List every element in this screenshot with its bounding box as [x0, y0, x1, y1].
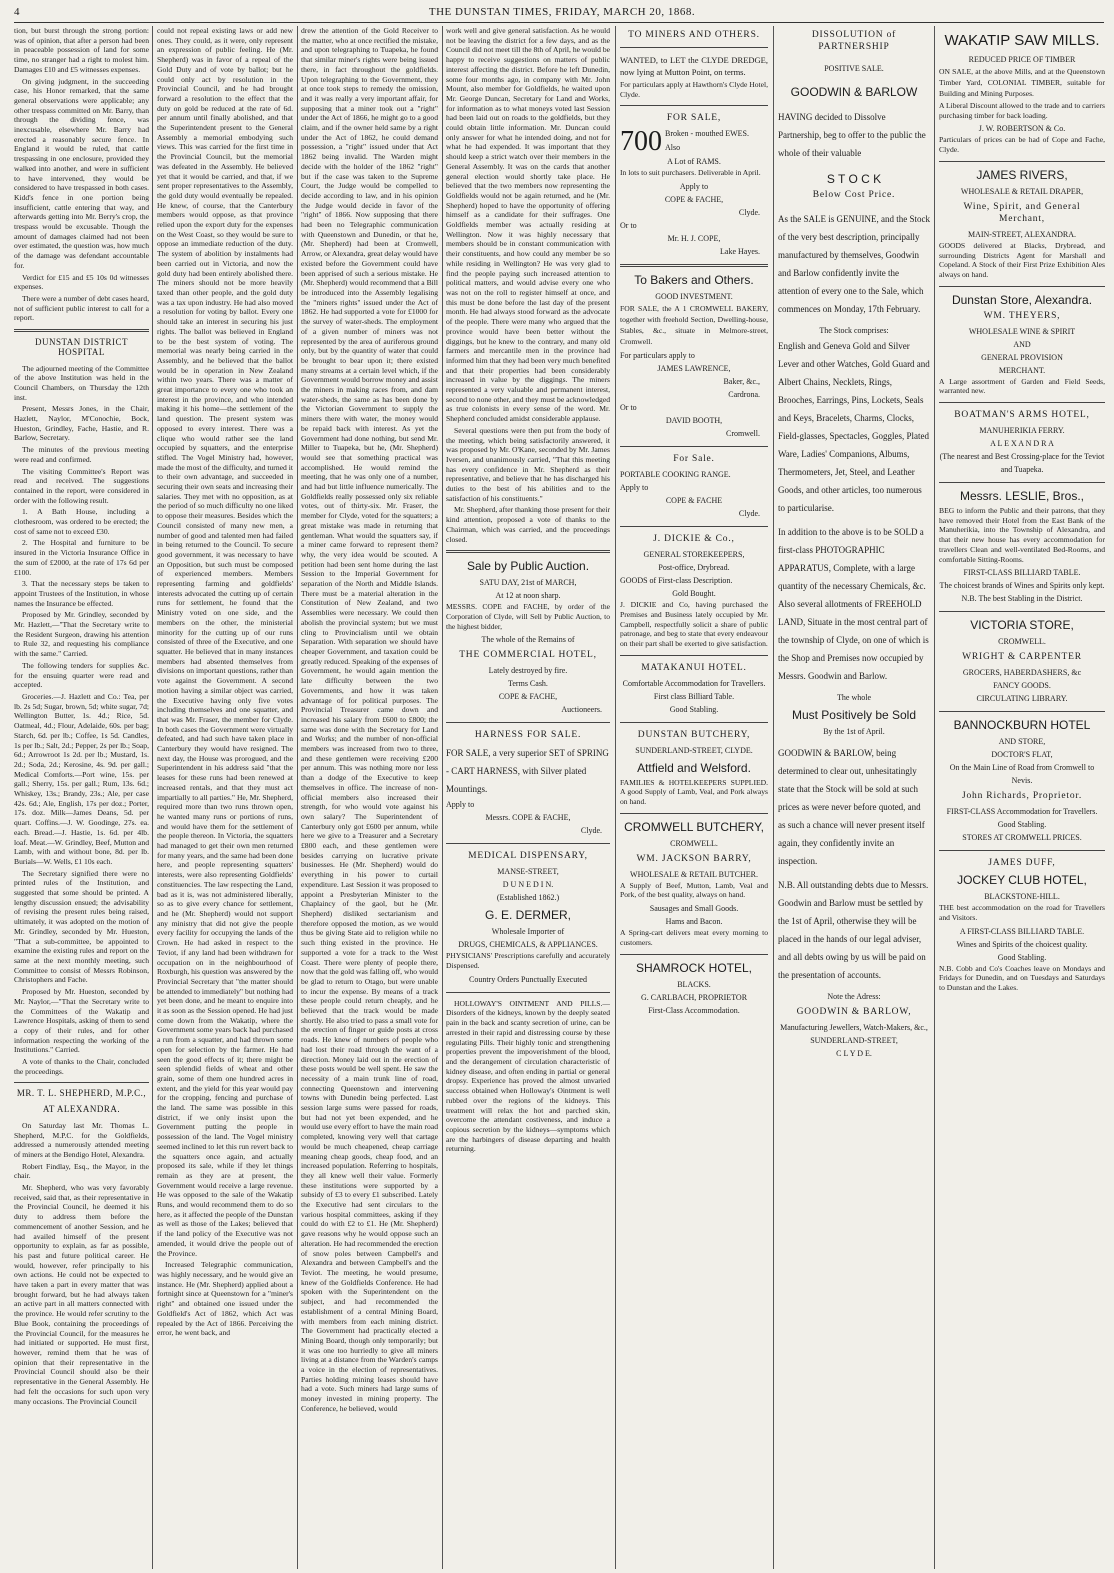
advert-title: Sale by Public Auction. — [466, 559, 590, 574]
article-paragraph: 2. The Hospital and furniture to be insured in the Victoria Insurance Office in the sum of £2000, at the rate of 17s 6d per £100. — [14, 538, 149, 577]
article-paragraph: Proposed by Mr. Hueston, seconded by Mr. Naylor,—"That the Secretary write to the Committees of the Wakatip and Lawrence Hospitals, asking of them to send a copy of their rules, and for other information respecting the working of the Institutions." Carried. — [14, 987, 149, 1055]
advert-body: A Spring-cart delivers meat every morning to customers. — [620, 928, 768, 947]
article-paragraph: Robert Findlay, Esq., the Mayor, in the chair. — [14, 1161, 149, 1181]
advert-line: CIRCULATING LIBRARY. — [976, 694, 1068, 704]
advert-body: A Liberal Discount allowed to the trade and to carriers purchasing timber for back loading. — [939, 101, 1105, 120]
advert-line: (Established 1862.) — [496, 893, 560, 903]
column-rule — [297, 26, 298, 1569]
advert-title: MATAKANUI HOTEL. — [641, 662, 747, 673]
divider — [939, 161, 1105, 162]
divider — [939, 286, 1105, 287]
range-advert — [620, 453, 768, 520]
divider — [446, 722, 610, 723]
article-paragraph: Mr. Shepherd, who was very favorably received, said that, as their representative in the Provincial Council, he deemed it his duty to address them before the commencement of another Session, and he had availed himself of the present opportunity to explain, as far as possible, his past and future political career. He would, however, refer principally to his own actions. He could not be expected to have taken a part in every matter that was brought forward, but he had always taken an active part in all matters connected with the province. He would refer scrutiny to the Blue Book, containing the proceedings of the Provincial Council, for the measures he had initiated or supported. He must first, however, remind them that he was of opinion that their representative in the Provincial Council should also be their representative in the General Assembly. He had felt the occasions for such upon very many occasions. The Provincial Council — [14, 1183, 149, 1406]
advert-place: Cromwell. — [726, 429, 760, 439]
advert-line: REDUCED PRICE OF TIMBER — [968, 55, 1076, 64]
dunstan-store-advert — [939, 293, 1105, 396]
shamrock-advert — [620, 961, 768, 1017]
harness-advert — [446, 729, 610, 837]
column-6 — [778, 26, 930, 1569]
advert-line: A FIRST-CLASS BILLIARD TABLE. — [959, 926, 1085, 936]
advert-name: JAMES DUFF, — [988, 858, 1056, 869]
advert-place: Clyde. — [738, 509, 760, 519]
advert-body: GOODWIN & BARLOW, being determined to clear out, unhesitatingly state that the Stock will be sold at such prices as were never before quoted, and as such a chance will never present itself again, they confidently invite an inspection. — [778, 748, 925, 866]
advert-title: Messrs. LESLIE, Bros., — [959, 489, 1085, 504]
advert-body: For particulars apply at Hawthorn's Clyde Hotel, Clyde. — [620, 80, 768, 99]
divider — [620, 446, 768, 447]
advert-line: The Stock comprises: — [819, 326, 889, 335]
advert-line: DOCTOR'S FLAT, — [991, 750, 1053, 760]
rivers-advert — [939, 168, 1105, 280]
advert-hotel: THE COMMERCIAL HOTEL, — [459, 650, 597, 661]
divider — [939, 711, 1105, 712]
advert-title: SHAMROCK HOTEL, — [635, 960, 752, 975]
advert-line: By the 1st of April. — [823, 727, 885, 736]
advert-line: Good Stabling. — [997, 952, 1047, 962]
advert-line: MANSE-STREET, — [497, 867, 559, 877]
divider — [446, 992, 610, 993]
article-paragraph: The adjourned meeting of the Committee of the above Institution was held in the Council Chambers, on Thursday the 12th inst. — [14, 363, 149, 402]
article-heading: DUNSTAN DISTRICT HOSPITAL — [34, 337, 129, 357]
advert-name: WM. THEYERS, — [983, 310, 1061, 321]
advert-line: Good Stabling. — [997, 820, 1047, 830]
article-paragraph: Verdict for £15 and £5 10s 0d witnesses expenses. — [14, 272, 149, 292]
masthead — [14, 2, 1104, 23]
column-rule — [934, 26, 935, 1569]
advert-line: FIRST-CLASS Accommodation for Travellers. — [946, 807, 1098, 817]
advert-body: Also several allotments of FREEHOLD LAND, Situate in the most central part of the township of Clyde, on one of which is the Shop and Premises now occupied by Messrs. Goodwin and Barlow. — [778, 599, 929, 681]
article-paragraph: On Saturday last Mr. Thomas L. Shepherd, M.P.C. for the Goldfields, addressed a numerously attended meeting of miners at the Bendigo Hotel, Alexandra. — [14, 1120, 149, 1159]
advert-body: English and Geneva Gold and Silver Lever and other Watches, Gold Guard and Albert Chains, Necklets, Rings, Brooches, Earrings, Pins, Lockets, Seals and Keys, Bracelets, Charms, Clocks, Field-glasses, Spectacles, Goggles, Plated Ware, Ladies' Companions, Albums, Thermometers, Jet, Steel, and Leather Goods, and other articles, too numerous to particularise. — [778, 341, 930, 513]
advert-title: HARNESS FOR SALE. — [474, 730, 582, 741]
advert-line: Hams and Bacon. — [665, 917, 723, 927]
advert-line: Wines and Spirits of the choicest quality. — [956, 939, 1088, 949]
advert-line: Manufacturing Jewellers, Watch-Makers, &c., — [780, 1023, 928, 1032]
advert-title: TO MINERS AND OTHERS. — [628, 30, 760, 40]
divider — [620, 47, 768, 48]
divider — [939, 611, 1105, 612]
article-paragraph: There were a number of debt cases heard, not of sufficient public interest to call for a report. — [14, 293, 149, 323]
divider — [620, 105, 768, 106]
victoria-store-advert — [939, 618, 1105, 705]
advert-body: FAMILIES & HOTELKEEPERS SUPPLIED. A good Supply of Lamb, Veal, and Pork always on hand. — [620, 777, 768, 807]
advert-body: N.B. Cobb and Co's Coaches leave on Mondays and Fridays for Dunedin, and on Tuesdays and Saturdays to Dunstan and the Lakes. — [939, 963, 1105, 993]
advert-place: Clyde. — [580, 826, 602, 836]
advert-line: Apply to — [679, 182, 709, 192]
divider — [446, 843, 610, 844]
advert-body: Particulars of prices can be had of Cope and Fache, Clyde. — [939, 135, 1105, 155]
advert-body: BEG to inform the Public and their patrons, that they have removed their Hotel from the East Bank of the Manuherikia, into the Township of Alexandra, and that their new house has every accommodation for travellers Clean and well-ventilated Bed-Rooms, and comfortable Sitting-Rooms. — [939, 506, 1105, 564]
divider — [620, 655, 768, 656]
bannockburn-advert — [939, 718, 1105, 844]
advert-title: For Sale. — [673, 454, 715, 465]
auction-time: At 12 at noon sharp. — [495, 591, 561, 601]
advert-line: Or to — [620, 403, 637, 413]
article-subheading: AT ALEXANDRA. — [42, 1104, 121, 1115]
dissolution-advert — [778, 29, 930, 1060]
advert-line: (The nearest and Best Crossing-place for the Teviot and Tuapeka. — [939, 452, 1105, 475]
holloway-advert: HOLLOWAY'S OINTMENT AND PILLS.—Disorders of the kidneys, known by the deeply seated pain in the back and scanty secretion of urine, can be arrested in their rapid and distressing course by these regulating Pills. Their highly tonic and strengthening properties prevent the impoverishment of the blood, and the derangement of circulation characteristic of kidney disease, and often ending in partial or general dropsy. Experience has proved the almost unvaried success obtained when Holloway's Ointment is well rubbed over the regions of the kidneys. This treatment will relax the hot and parched skin, overcome the attendant costiveness, and induce a copious secretion by the kidneys—symptoms which are the harbingers of disease departing and health returning. — [446, 998, 610, 1154]
article-paragraph: 3. That the necessary steps be taken to appoint Trustees of the Institution, in whose names the Insurance be effected. — [14, 579, 149, 608]
article-paragraph: The following tenders for supplies &c. for the ensuing quarter were read and accepted. — [14, 660, 149, 690]
advert-line: C L Y D E. — [836, 1049, 872, 1058]
divider — [620, 722, 768, 723]
advert-body: A Supply of Beef, Mutton, Lamb, Veal and Pork, of the best quality, always on hand. — [620, 880, 768, 900]
advert-line: For particulars apply to — [620, 351, 695, 361]
column-5 — [620, 26, 768, 1569]
cromwell-butchery-advert — [620, 820, 768, 948]
advert-line: MANUHERIKIA FERRY. — [979, 426, 1065, 436]
bakery-advert — [620, 273, 768, 440]
advert-signature: JAMES LAWRENCE, — [657, 364, 731, 374]
advert-title: WAKATIP SAW MILLS. — [944, 32, 1100, 49]
divider — [939, 482, 1105, 483]
page-number: 4 — [14, 6, 20, 18]
article-paragraph: Groceries.—J. Hazlett and Co.: Tea, per lb. 2s 5d; Sugar, brown, 5d; white sugar, 7d; Wellington Butter, 1s. 4d.; Rice, 5d. Oatmeal, 4d.; Flour, Adelaide, 60s. per bag; Starch, 6d. per lb.; Coffee, 1s 5d. Candles, 1s per lb.; Salt, 2d.; Pepper, 2s per lb.; Soap, 6d.; Arrowroot 1s 2d. per lb.; Mustard, 1s. 2d.; Soda, 2d.; Kerosine, 4s. 9d. per gall.; Medical Comforts.—Port wine, 15s. per gall.; Sherry, 15s. per gall.; Rum, 13s. 6d.; Whiskey, 13s.; Brandy, 23s.; Ale, per case 42s. 6d.; Ale, English, 17s per doz.; Porter, 17s. doz. Milk—James Deans, 5d. per quart. Coffins.—J. W. Goodinge, 27s. ea. each. Bread.—J. Hastie, 1s. 6d. per 4lb. loaf. Meat.—W. Grindley, Beef, Mutton and Lamb, with and without bone, 8d. per lb. Burials—W. Wells, £1 10s each. — [14, 692, 149, 866]
advert-line: GOOD INVESTMENT. — [655, 292, 733, 302]
column-rule — [773, 26, 774, 1569]
column-3 — [301, 26, 438, 1569]
advert-line: Wholesale Importer of — [491, 927, 565, 937]
advert-line: The whole of the Remains of — [481, 635, 575, 645]
advert-line: GENERAL STOREKEEPERS, — [643, 550, 745, 560]
advert-title: BANNOCKBURN HOTEL — [953, 718, 1091, 733]
advert-line: Wine, Spirit, and General Merchant, — [963, 201, 1081, 224]
advert-line: SUNDERLAND-STREET, CLYDE. — [635, 745, 753, 755]
leslie-advert — [939, 489, 1105, 605]
article-paragraph: 1. A Bath House, including a clothesroom, was ordered to be erected; the cost of same not to exceed £30. — [14, 507, 149, 536]
divider — [620, 954, 768, 955]
advert-line: Lately destroyed by fire. — [488, 666, 568, 676]
advert-body: A Large assortment of Garden and Field Seeds, warranted new. — [939, 376, 1105, 396]
divider — [14, 329, 149, 332]
advert-line: WHOLESALE & RETAIL DRAPER, — [960, 186, 1084, 196]
auction-advert — [446, 559, 610, 716]
advert-line: The whole — [837, 693, 871, 702]
advert-line: SUNDERLAND-STREET, — [810, 1036, 898, 1045]
advert-body: FOR SALE, the A 1 CROMWELL BAKERY, together with freehold Section, Dwelling-house, Stables, &c., situate in Melmore-street, Cromwell. — [620, 304, 768, 347]
advert-body: GOODS of First-class Description. — [620, 576, 733, 586]
advert-line: A L E X A N D R A — [990, 439, 1054, 449]
advert-line: Baker, &c., — [723, 377, 760, 387]
advert-name: Attfield and Welsford. — [637, 760, 751, 775]
column-4 — [446, 26, 610, 1569]
advert-line: Broken - mouthed EWES. — [665, 129, 749, 139]
advert-line: GENERAL PROVISION — [981, 352, 1063, 362]
column-2 — [157, 26, 293, 1569]
advert-signature: DAVID BOOTH, — [665, 416, 723, 426]
advert-line: WHOLESALE & RETAIL BUTCHER. — [630, 869, 758, 879]
advert-signature: Mr. H. J. COPE, — [667, 234, 721, 244]
advert-body: In addition to the above is to be SOLD a first-class PHOTOGRAPHIC APPARATUS, Complete, with a large quantity of the necessary Chemicals, &c. — [778, 527, 926, 591]
advert-line: WHOLESALE WINE & SPIRIT — [968, 326, 1076, 336]
advert-line: CROMWELL. — [670, 838, 718, 848]
advert-body: PHYSICIANS' Prescriptions carefully and accurately Dispensed. — [446, 951, 610, 971]
advert-line: Or to — [620, 221, 637, 231]
column-rule — [615, 26, 616, 1569]
article-paragraph: A vote of thanks to the Chair, concluded the proceedings. — [14, 1057, 149, 1076]
advert-line: G. CARLBACH, PROPRIETOR — [640, 992, 748, 1002]
column-rule — [152, 26, 153, 1569]
divider — [620, 813, 768, 814]
advert-line: Country Orders Punctually Executed — [469, 974, 587, 984]
advert-signature: COPE & FACHE, — [664, 195, 724, 205]
advert-line: STORES AT CROMWELL PRICES. — [962, 833, 1082, 843]
article-paragraph: The visiting Committee's Report was read and received. The suggestions contained in the report, were considered in order with the following result. — [14, 466, 149, 505]
advert-line: DRUGS, CHEMICALS, & APPLIANCES. — [458, 940, 598, 950]
advert-signature: J. W. ROBERTSON & Co. — [978, 124, 1066, 134]
advert-title: To Bakers and Others. — [634, 273, 754, 288]
advert-title: JOCKEY CLUB HOTEL, — [957, 873, 1087, 888]
article-paragraph: drew the attention of the Gold Receiver to the matter, who at once rectified the mistake, and upon telegraphing to Tuapeka, he found that similar miner's rights were being issued there, in fact throughout the goldfields. Upon telegraphing to the Government, they at once took steps to remedy the omission, and it was really a very important affair, for supposing that a miner took out a "right" under the Act of 1866, he might go to a good claim, and if the owner held same by a right under the Act of 1862, he could demand possession, a "right" issued under that Act 1862 being invalid. The Warden might decide with the holder of the 1862 "right" but if the case was taken to the Supreme Court, the Judge would be compelled to decide according to law, and in his opinion the Judge would decide in favor of the "right" of 1866. Now supposing that there had been no Telegraphic communication with Queenstown and Dunedin, or that he, (Mr. Shepherd) had been at Cromwell, Arrow, or Alexandra, great delay would have existed before the Government could have been apprised of such a serious mistake. He (Mr. Shepherd) would recommend that a Bill be introduced into the Assembly legalising the "miners rights" issued under the Act of 1862. He had supported a vote for £1000 for the survey of water-sheds. The employment of a given number of miners was not represented by the area of auriferous ground only, but by the quantity of water that could be brought to bear upon it; there existed many streams at a certain level which, if the Government would borrow money and assist the miners in making races from, and dam water-sheds, the same as has been done by the Victorian Government to supply the miners there with water, the money would be repaid back with interest. As yet the Government had done nothing, but send Mr. Miller to Tuapeka, but he, (Mr. Shepherd) would see that something practical was accomplished. He would remind the meeting, that he was only one of a number, and had but little influence numerically. The Goldfields really possessed only six reliable votes, out of thirty-six. Mr. Fraser, the member for Clyde, voted for the squatters; a great mistake was made in returning that gentleman. What would the squatters say, if a miner came forward to represent them? why, the very idea would be scouted. A petition had been sent home during the last Session to the Imperial Government for separation of the North and Middle Islands. There must be a material alteration in the Constitution of New Zealand, and two Assemblies were necessary. We could then abolish the provincial system; but we must cling to Provincialism until we obtain Separation. With separation we should have cheaper Government, and taxation could be greatly reduced. Speaking of the expenses of Government, he would again mention the late difficulty between the two Governments, and how it was taken advantage of for political purposes. The Provincial Treasurer came down and increased his salary from £600 to £800; the same was done with the Secretary for Land and Works; and the number of non-official members was increased from two to three, and these gentlemen were receiving £200 per annum. This was nothing more nor less than a dodge of the Executive to keep themselves in office. The increase of non-official members also increased their strength, for who would vote against his own salary? The Superintendent of Canterbury only got £600 per annum, while here we give to a Treasurer and a Secretary £800 each, and these gentlemen were besides carrying on lucrative private businesses. He (Mr. Shepherd) would do everything in his power to curtail expenditure. Last Session it was proposed to appoint a Presbyterian Minister to the Chaplaincy of the gaol, but he (Mr. Shepherd) disliked sectarianism and therefore opposed the motion, as we would thus be giving State aid to religion while no such thing existed in the province. He supported a vote for a track to the West Coast. There were plenty of people there, now that the gold was falling off, who would be glad to return to Otago, but were unable to incur the expense. By means of a track these people could return cheaply, and he believed that the track would be made shortly. He also tried to pass a small vote for the erection of finger or guide posts at cross roads. He knew of numbers of people who had lost their road through the want of a direction. Money laid out in the erection of these posts would be well spent. He saw the necessity of a main trunk line of road, connecting Queenstown and intervening towns with Dunedin being perfected. Last session large sums were passed for roads, but had not yet been expended, and he would use every effort to have the main road completed, knowing very well that cartage would be much cheapened, cheap carriage meaning cheap goods, cheap food, and an increased population. Referring to hospitals, they all knew well their value. Formerly these institutions were supported by a subsidy of £3 to every £1 subscribed. Lately the Executive had sent circulars to the various hospital committees, asking if they could do with £2 to £1. He (Mr. Shepherd) gave reasons why he would oppose such an alteration. He had recommended the erection of snow poles between Campbell's and Alexandra and between Campbell's and the Teviot. The meeting, he would presume, knew of the Goldfields Conference. He had spoken with the Superintendent on the subject, and had recommended the establishment of a central Mining Board, with members from each mining district. The Government had practically elected a Mining Board, though only temporarily; but it was one too hurriedly to give all miners living at a distance from the Warden's camps a voice in the election of representatives. Parties holding mining leases should have had a vote. Such miners had large sums of money invested in mining property. The Conference, he believed, would — [301, 26, 438, 1413]
advert-place: Clyde. — [738, 208, 760, 218]
matakanui-advert — [620, 662, 768, 716]
advert-title: J. DICKIE & Co., — [653, 534, 735, 545]
article-paragraph: Increased Telegraphic communication, was highly necessary, and he would give an instance. He (Mr. Shepherd) applied about a fortnight since at Queenstown for a "miner's right" and obtained one issued under the Goldfield's Act of 1862, which Act was repealed by the Act of 1866. Perceiving the error, he went back, and — [157, 1260, 293, 1338]
advert-line: Good Stabling. — [669, 704, 719, 714]
advert-line: Note the Adress: — [827, 992, 881, 1001]
advert-line: D U N E D I N. — [502, 880, 554, 890]
advert-line: Apply to — [620, 483, 649, 493]
advert-line: FIRST-CLASS BILLIARD TABLE. — [963, 568, 1081, 578]
advert-title: VICTORIA STORE, — [970, 618, 1074, 633]
article-paragraph: Present, Messrs Jones, in the Chair, Hazlett, Naylor, M'Conochie, Bock, Hueston, Grindley, Fache, Hastie, and R. Barlow, Secretary. — [14, 404, 149, 443]
advert-line: MERCHANT. — [998, 365, 1046, 375]
advert-firm: GOODWIN & BARLOW, — [796, 1007, 912, 1017]
advert-body: HAVING decided to Dissolve Partnership, beg to offer to the public the whole of their valuable — [778, 112, 926, 158]
divider — [446, 550, 610, 553]
article-paragraph: Several questions were then put from the body of the meeting, which being satisfactorily answered, it was proposed by Mr. O'Kane, seconded by Mr. James Iversen, and unanimously carried, "That this meeting has every confidence in Mr. Shepherd as their representative, and believe that he has discharged his duties to the best of his abilities and to the satisfaction of his constituents." — [446, 425, 610, 503]
advert-signature: COPE & FACHE — [665, 496, 723, 506]
advert-body: ON SALE, at the above Mills, and at the Queenstown Timber Yard, COLONIAL TIMBER, suitable for Building and Mining Purposes. — [939, 67, 1105, 98]
divider — [939, 402, 1105, 403]
advert-signature: COPE & FACHE, — [498, 692, 558, 702]
advert-line: N.B. The best Stabling in the District. — [961, 594, 1083, 604]
miners-advert — [620, 29, 768, 99]
advert-line: BLACKS. — [677, 979, 711, 989]
column-1 — [14, 26, 149, 1569]
advert-line: S T O C K — [826, 172, 882, 186]
article-paragraph: work well and give general satisfaction. As he would not be leaving the district for a few days, and as the Council did not meet till the 8th of April, he would be happy to receive suggestions on matters of public interest affecting the district. Before he left Dunedin, some four months ago, in company with Mr. John Mount, also member for Goldfields, he waited upon Mr. George Duncan, Secretary for Land and Works, for information as to what moneys voted last Session had been laid out on roads to the goldfields, but they could obtain little information. Mr. Duncan could only answer for what he intended doing, and not for what he had expended. It was important that they should keep a strict watch over their members in the General Assembly. It was on the cards that another general election would shortly take place. He believed that the two members now representing the Goldfields would not be again returned, and he (Mr. Shepherd) hoped to have the opportunity of offering himself as a candidate for their suffrages. One Goldfields member was actually residing at Wellington. Now it was highly necessary that members should be in constant communication with their constituents, and how could any member be so while residing in Wellington? He was very glad to find the people paying such increased attention to political matters, and would advise every one who was not on the roll to register himself at once, and this must be done before the last day of the present month. He had always stood forward as the advocate of the people. There were many who argued that the province would have been better without the diggings, but he knew to the contrary, and many old farmers and mercantile men in the province had informed him that they had been very much benefited and that their properties had been considerably increased in value by the diggings. The miners represented a very valuable and permanent interest, second to none other, and they must be acknowledged as true colonists in every sense of the word. Mr. Shepherd concluded amidst considerable applause. — [446, 26, 610, 424]
article-paragraph: The minutes of the previous meeting were read and confirmed. — [14, 445, 149, 464]
advert-title: CROMWELL BUTCHERY, — [624, 819, 764, 834]
advert-title: MEDICAL DISPENSARY, — [468, 851, 588, 862]
article-paragraph: could not repeal existing laws or add new ones. They could, as it were, only represent an expression of public feeling. He (Mr. Shepherd) was in favor of a repeal of the Gold Duty and of vote by ballot; but he could only act by resolution in the Provincial Council, and he had brought forward a resolution to the effect that the duty on gold be reduced at the rate of 6d. per annum until finally abolished, and that the Superintendent present to the General Assembly a memorial embodying such views. This was carried for the first time in the Provincial Council, but the memorial was defeated in the Assembly. He believed yet that it would be carried, and that, if we sent proper representatives to the Assembly, the gold duty would eventually be repealed. He knew, of course, that the Canterbury members would oppose, as that province relied upon the export duty for the expenses on the West Coast, so they would be sure to oppose an immediate reduction of the duty. The system of abolition by instalments had been carried out in Victoria, and now the gold duty had been entirely abolished there. The miners should not be more heavily taxed than other people, and the gold duty was a tax upon industry. He had also moved a resolution for voting by ballot. Every one should take an interest in securing his just rights. The ballot was believed in England to be the best system of voting. The memorial was nearly being carried in the Assembly, and he believed that the ballot would be in operation in New Zealand within two years. There was a matter of great importance to every one who took an interest in the province, and who intended making it his home—the settlement of the land question. The present system was opposed to every interest. There was a clique who would rather see the land occupied by squatters, and the enterprise stifled. The Vogel Ministry had, however, made the most of the difficulty, and turned it to their own advantage, and succeeded in securing their own seats and increasing their salaries. They met with no opposition, as at the period of so much difficulty no one liked to oppose their measures. Besides which the Council consisted of many new men, a number of good and talented men had failed in being returned to the Council. To secure good government, it was necessary to have an Opposition, but such must be composed of experienced members. Members representing farming and goldfields' interests advocated the cutting up of certain runs for settlement, he found that the Ministry voted on one side, and the members on the other, the ministerial minority for the cutting up of our runs consisted of three of the Executive, and one squatter. He believed that in many instances members had absented themselves from divisions on important questions, rather than vote against the Government. A second motion having a similar object was carried, the Executive having only five votes including themselves and one squatter, and that was Mr. Fraser, the member for Clyde. In both cases the Government were virtually defeated, and had such have taken place in Canterbury they would have resigned. The next day, the House was prorogued, and the Superintendent in his address said "that the leases for these runs had been renewed at increased rentals, and that they must act impartially to all parties." He, Mr. Shepherd, required more than two runs thrown open, he wanted many runs or portions of runs, and would have them for the settlement of the people thereon. In Victoria, the squatters had managed to get their own men returned for many years, and the same had been done here, and people representing squatters' interests, were also representing Goldfields' constituencies. The law respecting the Land, bad as it is, was not administered liberally, so as to give every chance for settlement, and he (Mr. Shepherd) would not support any ministry that did not give the people every facility for occupying the lands of the Crown. He had asked in respect to the Teviot, if any land had been withdrawn for occupation on in the neighbourhood of Roxburgh, his question was answered by the Provincial Secretary that "the matter should be attended to immediately" but nothing had yet been done, and he meant to enquire into it as soon as the Session opened. He had just come down from the Wakatip, where the Government some years back had purchased a run from a squatter, and had thrown some open for selection by the farmer. He had seen the good effects of it; there might be seen splendid fields of wheat and other grain, some of them one hundred acres in extent, and the yield for this year would pay for the cropping, fencing and purchase of the land. The same was possible in this district, if we only insist upon the Government putting the people in possession of the land. The Vogel ministry seemed inclined to let this run revert back to the squatters once again, and actually proposed its sale, while if they let things remain as they are at present, the Government would receive a large revenue. He was opposed to the sale of the Wakatip Runs, and would recommend them to do so here, as it affected the people of the Dunstan as well as those of the Lakes; believed that if the land policy of the Executive was not amended, it would drive the people out of the Province. — [157, 26, 293, 1258]
advert-line: Must Positively be Sold — [791, 708, 917, 722]
article-heading: MR. T. L. SHEPHERD, M.P.C., — [16, 1088, 147, 1099]
advert-line: AND STORE, — [998, 737, 1046, 747]
advert-line: GROCERS, HABERDASHERS, &c — [962, 668, 1082, 678]
advert-line: POSITIVE SALE. — [824, 64, 884, 73]
advert-line: FANCY GOODS. — [993, 681, 1051, 691]
divider — [620, 526, 768, 527]
advert-line: First class Billiard Table. — [653, 691, 735, 701]
newspaper-title: THE DUNSTAN TIMES, FRIDAY, MARCH 20, 1868. — [428, 6, 696, 18]
advert-signature: Messrs. COPE & FACHE, — [485, 813, 571, 823]
advert-line: Post-office, Drybread. — [658, 563, 730, 573]
advert-line: Sausages and Small Goods. — [649, 904, 739, 914]
wakatip-advert — [939, 32, 1105, 155]
advert-line: Also — [665, 143, 681, 153]
advert-line: CROMWELL. — [998, 637, 1046, 647]
advert-title: JAMES RIVERS, — [976, 167, 1068, 182]
advert-line: The choicest brands of Wines and Spirits only kept. — [939, 581, 1105, 591]
advert-line: First-Class Accommodation. — [648, 1005, 740, 1015]
advert-body: As the SALE is GENUINE, and the Stock of the very best description, principally manufactured by themselves, Goodwin and Barlow confidently invite the attention of every one to the Sale, which commences on Monday, 17th February. — [778, 214, 930, 314]
divider — [620, 264, 768, 267]
advert-body: FOR SALE, a very superior SET of SPRING - CART HARNESS, with Silver plated Mountings. — [446, 748, 609, 795]
advert-body: THE best accommodation on the road for Travellers and Visitors. — [939, 903, 1105, 922]
advert-role: Auctioneers. — [561, 705, 602, 715]
ewe-count: 700 — [620, 127, 662, 156]
advert-body: WANTED, to LET the CLYDE DREDGE, now lying at Mutton Point, on terms. — [620, 55, 768, 77]
article-paragraph: On giving judgment, in the succeeding case, his Honor remarked, that the same general observations were applicable; any other trespass committed on Mr. Barry, than through the dividing fence, was inexcusable, elsewhere Mr. Barry had erected a reasonably secure fence. In England it would be ruled, that cattle trespassing in one enclosure, provided they walked into another, and were in sufficient to have intervened, they would be considered to have trespassed in both cases. Kidd's fence in one portion being insufficient, cattle entering that way, and afterwards getting into Mr. Berry's crop, the trespass would be excusable. Though the amount of damages claimed had not been over estimated, the question was, how much of the damage was defendant accountable for. — [14, 76, 149, 270]
advert-name: WM. JACKSON BARRY, — [636, 853, 752, 864]
column-7 — [939, 26, 1105, 1569]
dunstan-butchery-advert — [620, 729, 768, 807]
advert-body: N.B. All outstanding debts due to Messrs. Goodwin and Barlow must be settled by the 1st of April, otherwise they will be placed in the hands of our legal adviser, and all debts owing by us will be paid on the presentation of accounts. — [778, 880, 929, 980]
advert-line: Gold Bought. — [672, 589, 716, 599]
advert-title: FOR SALE, — [666, 113, 722, 124]
dickie-advert — [620, 533, 768, 649]
advert-terms: Terms Cash. — [508, 679, 548, 689]
divider — [939, 850, 1105, 851]
advert-line: AND — [1013, 339, 1031, 349]
article-paragraph: The Secretary signified there were no printed rules of the Institution, and suggested that some should be printed. A lengthy discussion ensued; the advisability of revising the present rules being raised, ultimately, it was adopted on the motion of Mr. Grindley, seconded by Mr. Hueston, "That a sub-committee, be appointed to examine the existing rules and report on the same at the next monthly meeting, such Committee to consist of Messrs Robinson, Christophers and Fache. — [14, 868, 149, 985]
advert-firm: GOODWIN & BARLOW — [790, 85, 918, 99]
article-paragraph: Proposed by Mr. Grindley, seconded by Mr. Hazlett,—"That the Secretary write to the Resident Surgeon, drawing his attention to Rule 32, and requesting his compliance with the same." Carried. — [14, 610, 149, 659]
advert-title: Dunstan Store, Alexandra. — [951, 292, 1093, 307]
advert-place: Lake Hayes. — [720, 247, 760, 257]
advert-body: In lots to suit purchasers. Deliverable in April. — [620, 168, 761, 178]
advert-body: J. DICKIE and Co, having purchased the Premises and Business lately occupied by Mr. Campbell, respectfully solicit a share of public patronage, and beg to state that every endeavour on their part shall be exerted to give satisfaction. — [620, 600, 768, 648]
divider — [14, 1082, 149, 1083]
advert-line: Apply to — [446, 800, 475, 810]
advert-line: Below Cost Price. — [812, 190, 896, 200]
dispensary-advert — [446, 850, 610, 985]
ewes-advert — [620, 112, 768, 258]
advert-line: On the Main Line of Road from Cromwell to Nevis. — [949, 763, 1095, 786]
advert-name: WRIGHT & CARPENTER — [962, 652, 1082, 663]
column-rule — [442, 26, 443, 1569]
advert-name: John Richards, Proprietor. — [961, 791, 1082, 802]
advert-body: GOODS delivered at Blacks, Drybread, and surrounding Districts Agent for Marshall and Copeland. A Stock of their First Prize Exhibition Ales always on hand. — [939, 240, 1105, 279]
advert-body: MESSRS. COPE and FACHE, by order of the Corporation of Clyde, will Sell by Public Auction, to the highest bidder, — [446, 602, 610, 631]
article-paragraph: tion, but burst through the strong portion: was of opinion, that after a person had been in peaceable possession of land for some time, no stranger had a right to molest him. Damages £10 and £5 witnesses expenses. — [14, 26, 149, 74]
auction-date: SATU DAY, 21st of MARCH, — [479, 578, 577, 588]
advert-name: G. E. DERMER, — [484, 908, 571, 923]
boatmans-arms-advert — [939, 409, 1105, 476]
advert-title: DUNSTAN BUTCHERY, — [637, 729, 751, 740]
advert-body: PORTABLE COOKING RANGE. — [620, 470, 731, 480]
advert-line: MAIN-STREET, ALEXANDRA. — [967, 229, 1077, 239]
advert-place: Cardrona. — [728, 390, 760, 400]
advert-title: BOATMAN'S ARMS HOTEL, — [954, 410, 1090, 421]
advert-line: BLACKSTONE-HILL. — [984, 892, 1060, 902]
article-paragraph: Mr. Shepherd, after thanking those present for their kind attention, proposed a vote of thanks to the Chairman, which was carried, and the proceedings closed. — [446, 505, 610, 544]
advert-line: A Lot of RAMS. — [667, 157, 721, 167]
advert-title: DISSOLUTION of PARTNERSHIP — [811, 30, 897, 52]
jockey-club-advert — [939, 857, 1105, 993]
advert-line: Comfortable Accommodation for Travellers. — [622, 678, 766, 688]
